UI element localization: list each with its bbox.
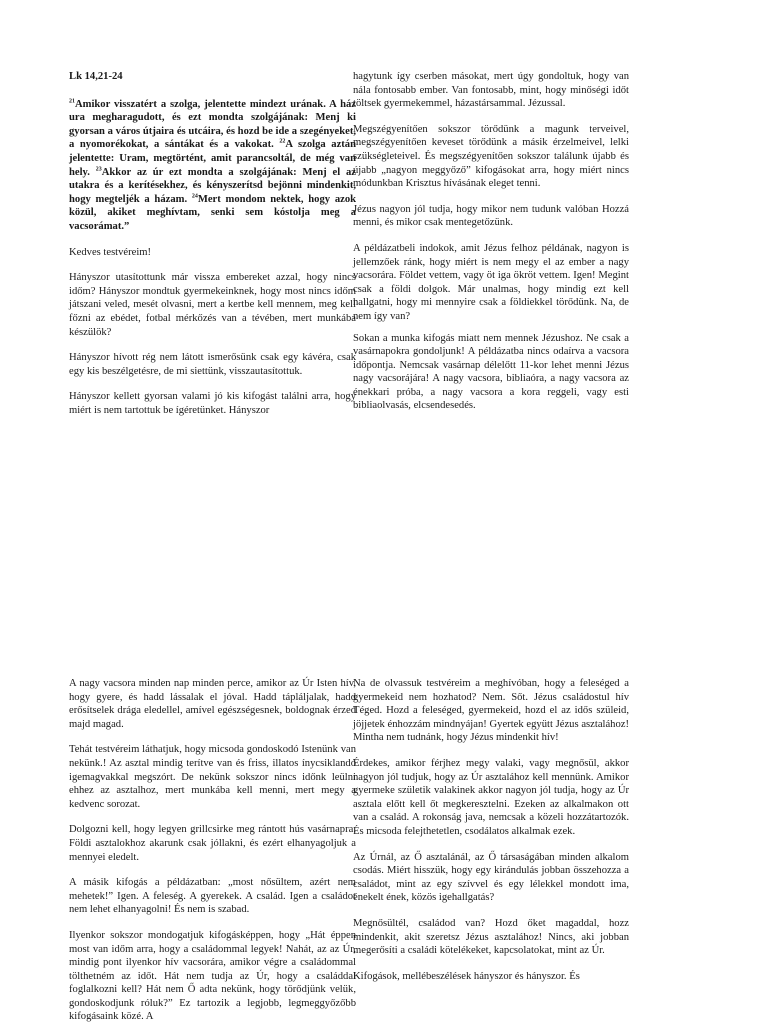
column-bottom-right — [353, 677, 629, 995]
paragraph: Tehát testvéreim láthatjuk, hogy micsoda gondoskodó Istenünk van nekünk.! Az asztal mindig terítve van és friss, illatos ínycsiklandó igemagvakkal megszórt. De nekünk sokszor nincs időnk leülni ehhez az asztalhoz, mert munkába kell menni, mert megy a kedvenc sorozat. — [69, 744, 356, 810]
paragraph: Kifogások, mellébeszélések hányszor és hányszor. És — [353, 970, 580, 982]
verse-number: 22 — [279, 138, 286, 145]
column-top-left — [69, 70, 356, 429]
verse-number: 24 — [191, 193, 198, 200]
scripture-passage — [69, 98, 356, 234]
paragraph: Jézus nagyon jól tudja, hogy mikor nem tudunk valóban Hozzá menni, és mikor csak mentegetőzünk. — [353, 203, 629, 229]
paragraph: Na de olvassuk testvéreim a meghívóban, hogy a feleséged a gyermekeid nem hozhatod? Nem. Sőt. Jézus családostul hív Téged. Hozd a feleséged, gyermekeid, hozd el az idős szüleid, jöjjetek énhozzám mindnyájan! Gyertek együtt Jézus asztalához! Mintha nem tudnánk, hogy Jézus mindenkit hív! — [353, 678, 629, 744]
column-top-right — [353, 70, 629, 425]
paragraph: Hányszor utasítottunk már vissza embereket azzal, hogy nincs időm? Hányszor mondtuk gyermekeinknek, hogy most nincs időm játszani veled, mesét olvasni, mert a kertbe kell mennem, meg kell főzni az ebédet, fotbal mérkőzés van a tévében, mert munkába készülök? — [69, 272, 356, 338]
paragraph: Hányszor kellett gyorsan valami jó kis kifogást találni arra, hogy miért is nem tartottuk be ígéretünket. Hányszor — [69, 391, 356, 416]
column-bottom-left — [69, 677, 356, 1036]
paragraph: A nagy vacsora minden nap minden perce, amikor az Úr Isten hív, hogy gyere, és hadd lássalak el jóval. Hadd tápláljalak, hadd erősítselek drága eledellel, amível egészségesnek, boldognak érzed majd magad. — [69, 678, 356, 730]
verse-text: Mert mondom nektek, hogy azok közül, akiket meghívtam, senki sem kóstolja meg a vacsorámat.” — [69, 193, 357, 232]
paragraph: A példázatbeli indokok, amit Jézus felhoz példának, nagyon is jellemzőek ránk, hogy miért is nem megy el az ember a nagy vacsorára. Földet vettem, vagy öt iga ökröt vettem. Igen! Megint csak a földi dolgok. Már unalmas, hogy mindig ezt kell hallgatni, hogy mi mennyire csak a földiekkel törődünk. Na, de nem így van? — [353, 242, 629, 322]
paragraph: Érdekes, amikor férjhez megy valaki, vagy megnősül, akkor nagyon jól tudjuk, hogy az Úr asztalához kell mennünk. Amikor gyermeke születik valakinek akkor nagyon jól tudja, hogy az Úr asztala előtt kell őt megkeresztelni. Ezeken az alkalmakon ott van a család. A rokonság java, nemcsak a közeli hozzátartozók. És micsoda felejthetetlen, csodálatos alkalmak ezek. — [353, 757, 629, 837]
paragraph: Dolgozni kell, hogy legyen grillcsirke meg rántott hús vasárnapra. Földi asztalokhoz akarunk csak jóllakni, és ezért elhanyagoljuk a mennyei eledelt. — [69, 824, 356, 863]
paragraph: A másik kifogás a példázatban: „most nősültem, azért nem mehetek!” Igen. A feleség. A gyerekek. A család. Igen a családot nem lehet elhanyagolni! És nem is szabad. — [69, 877, 356, 916]
verse-number: 23 — [95, 166, 102, 173]
verse-number: 21 — [69, 98, 75, 105]
paragraph: Hányszor hívott rég nem látott ismerősünk csak egy kávéra, csak egy kis beszélgetésre, de mi siettünk, visszautasítottuk. — [69, 352, 356, 377]
salutation: Kedves testvéreim! — [69, 246, 152, 258]
paragraph: Sokan a munka kifogás miatt nem mennek Jézushoz. Ne csak a vasárnapokra gondoljunk! A példázatba nincs odaírva a vacsora időpontja. Nemcsak vasárnap délelőtt 11-kor lehet menni Jézus nagy vacsorájára! A nagy vacsora, bibliaóra, a nagy vacsora az énekkari próba, a nagy vacsora a kora reggeli, vagy esti bibliaolvasás, elcsendesedés. — [353, 332, 629, 412]
paragraph: Ilyenkor sokszor mondogatjuk kifogásképpen, hogy „Hát éppen most van időm arra, hogy a családommal legyek! Nahát, az az Úr, mindig pont ilyenkor hív vacsorára, amikor végre a családommal tölthetném az időt. Hát nem tudja az Úr, hogy a családdal foglalkozni kell? Hát nem Ő adta nekünk, hogy törődjünk velük, gondoskodjunk róluk?” Ez tartozik a legjobb, legmeggyőzőbb kifogásaink közé. A — [69, 929, 356, 1023]
verse-text: Amikor visszatért a szolga, jelentette mindezt urának. A ház ura megharagudott, és ezt mondta szolgájának: Menj ki gyorsan a város útjaira és utcáira, és hozd be ide a szegényeket, a nyomorékokat, a sántákat és a vakokat. — [69, 98, 356, 151]
paragraph: Az Úrnál, az Ő asztalánál, az Ő társaságában minden alkalom csodás. Miért hisszük, hogy egy kirándulás jobban összehozza a családot, mint az egy szívvel és egy lélekkel mondott ima, énekelt ének, közös igehallgatás? — [353, 851, 629, 904]
scripture-reference: Lk 14,21-24 — [69, 71, 123, 82]
paragraph: Megszégyenítően sokszor törődünk a magunk terveivel, megszégyenítően keveset törődünk a másik érzelmeivel, lelki szükségleteivel. És megszégyenítően sokszor találunk újabb és újabb „nagyon meggyőző” kifogásokat arra, hogy miért nincs módunkban Krisztus hívásának eleget tenni. — [353, 123, 629, 190]
paragraph: Megnősültél, családod van? Hozd őket magaddal, hozz mindenkit, akit szeretsz Jézus asztalához! Nincs, aki jobban megerősíti a családi kötelékeket, kapcsolatokat, mint az Úr. — [353, 917, 629, 957]
verse-text: Akkor az úr ezt mondta a szolgájának: Menj el az utakra és a kerítésekhez, és kényszerítsd bejönni mindenkit, hogy megteljék a házam. — [69, 166, 356, 205]
paragraph: hagytunk így cserben másokat, mert úgy gondoltuk, hogy van nála fontosabb ember. Van fontosabb, mint, hogy minőségi időt töltsek gyermekemmel, házastársammal. Jézussal. — [353, 71, 629, 110]
verse-text: A szolga aztán jelentette: Uram, megtörtént, amit parancsoltál, de még van hely. — [69, 139, 356, 178]
